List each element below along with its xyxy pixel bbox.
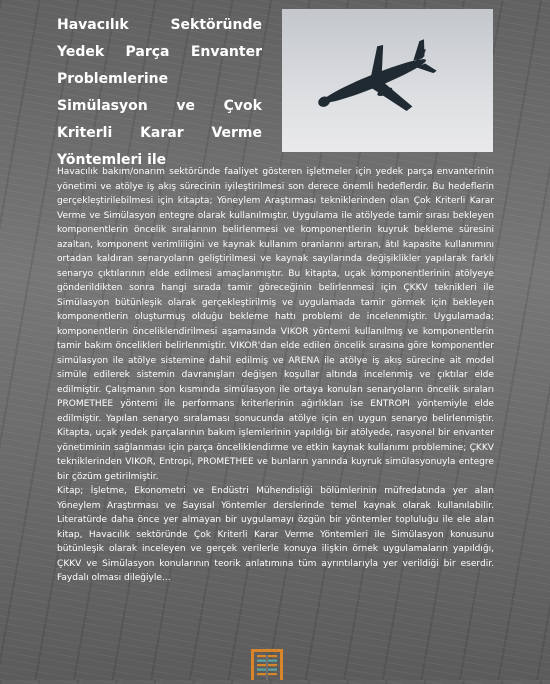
description-paragraph-1: Havacılık bakım/onarım sektöründe faaliyet gösteren işletmeler için yedek parça envanterinin yönetimi ve atölye iş akış sürecinin iyileştirilmesi son derece önemli hedeflerdir. Bu hedeflerin gerçekleştirilebilmesi için kitapta; Yöneylem Araştırması tekniklerinden olan Çok Kriterli Karar Verme ve Simülasyon entegre olarak kullanılmıştır. Uygulama ile atölyede tamir sırası bekleyen komponentlerin öncelik sıralarının belirlenmesi ve komponentlerin kuyruk bekleme süresini azaltan, komponent verimliliğini ve kaynak kullanım oranlarını artıran, âtıl kapasite kullanımını ortadan kaldıran senaryoların geliştirilmesi ve kaynak sayılarında değişiklikler yapılarak farklı senaryo çıktılarının elde edilmesi amaçlanmıştır. Bu kitapta, uçak komponentlerinin atölyeye gönderildikten sonra hangi sırada tamir göreceğinin belirlenmesi için ÇKKV teknikleri ile Simülasyon bütünleşik olarak gerçekleştirilmiş ve uygulamada tamir görmek için bekleyen komponentlerin oluşturmuş olduğu bekleme hattı problemi de incelenmiştir. Uygulamada; komponentlerin önceliklendirilmesi aşamasında VIKOR yöntemi kullanılmış ve komponentlerin tamir bakım öncelikleri belirlenmiştir. VIKOR'dan elde edilen öncelik sırasına göre komponentler simülasyon ile atölye sistemine dahil edilmiş ve ARENA ile atölye iş akış sürecine ait model simüle edilerek sistemin davranışları değişen koşullar altında incelenmiş ve çıktılar elde edilmiştir. Çalışmanın son kısmında simülasyon ile ortaya konulan senaryoların öncelik sıraları PROMETHEE yöntemi ile performans kriterlerinin ağırlıkları ise ENTROPI yöntemiyle elde edilmiştir. Yapılan senaryo sıralaması sonucunda atölye için en uygun senaryo belirlenmiştir. Kitapta, uçak yedek parçalarının bakım işlemlerinin yapıldığı bir atölyede, rasyonel bir envanter yönetiminin sağlanması için parça önceliklendirme ve etkin kaynak kullanımı problemine; ÇKKV tekniklerinden VIKOR, Entropi, PROMETHEE ve bunların yanında kuyruk simülasyonuyla entegre bir çözüm getirilmiştir. — [57, 167, 494, 482]
book-description — [57, 165, 494, 586]
description-paragraph-2: Kitap; İşletme, Ekonometri ve Endüstri Mühendisliği bölümlerinin müfredatında yer alan Yöneylem Araştırması ve Sayısal Yöntemler derslerinde temel kaynak olarak kullanılabilir. Literatürde daha önce yer almayan bir uygulamayı özgün bir yöntemler topluluğu ile ele alan kitap, Havacılık sektöründe Çok Kriterli Karar Verme Yöntemleri ile Simülasyon konusunu bütünleşik olarak inceleyen ve gerçek verilerle konuya ilişkin örnek uygulamaların yapıldığı, ÇKKV ve Simülasyon konularının teorik anlatımına tüm ayrıntılarıyla yer verildiği bir eserdir. Faydalı olması dileğiyle... — [57, 486, 494, 583]
publisher-logo-icon — [248, 648, 286, 680]
airplane-photo — [282, 9, 493, 152]
publisher-logo — [248, 648, 286, 680]
book-title: Havacılık Sektöründe Yedek Parça Envanter Problemlerine Simülasyon ve Çvok Kriterli Karar Verme Yöntemleri ile — [57, 17, 262, 168]
airplane-icon — [282, 9, 493, 152]
